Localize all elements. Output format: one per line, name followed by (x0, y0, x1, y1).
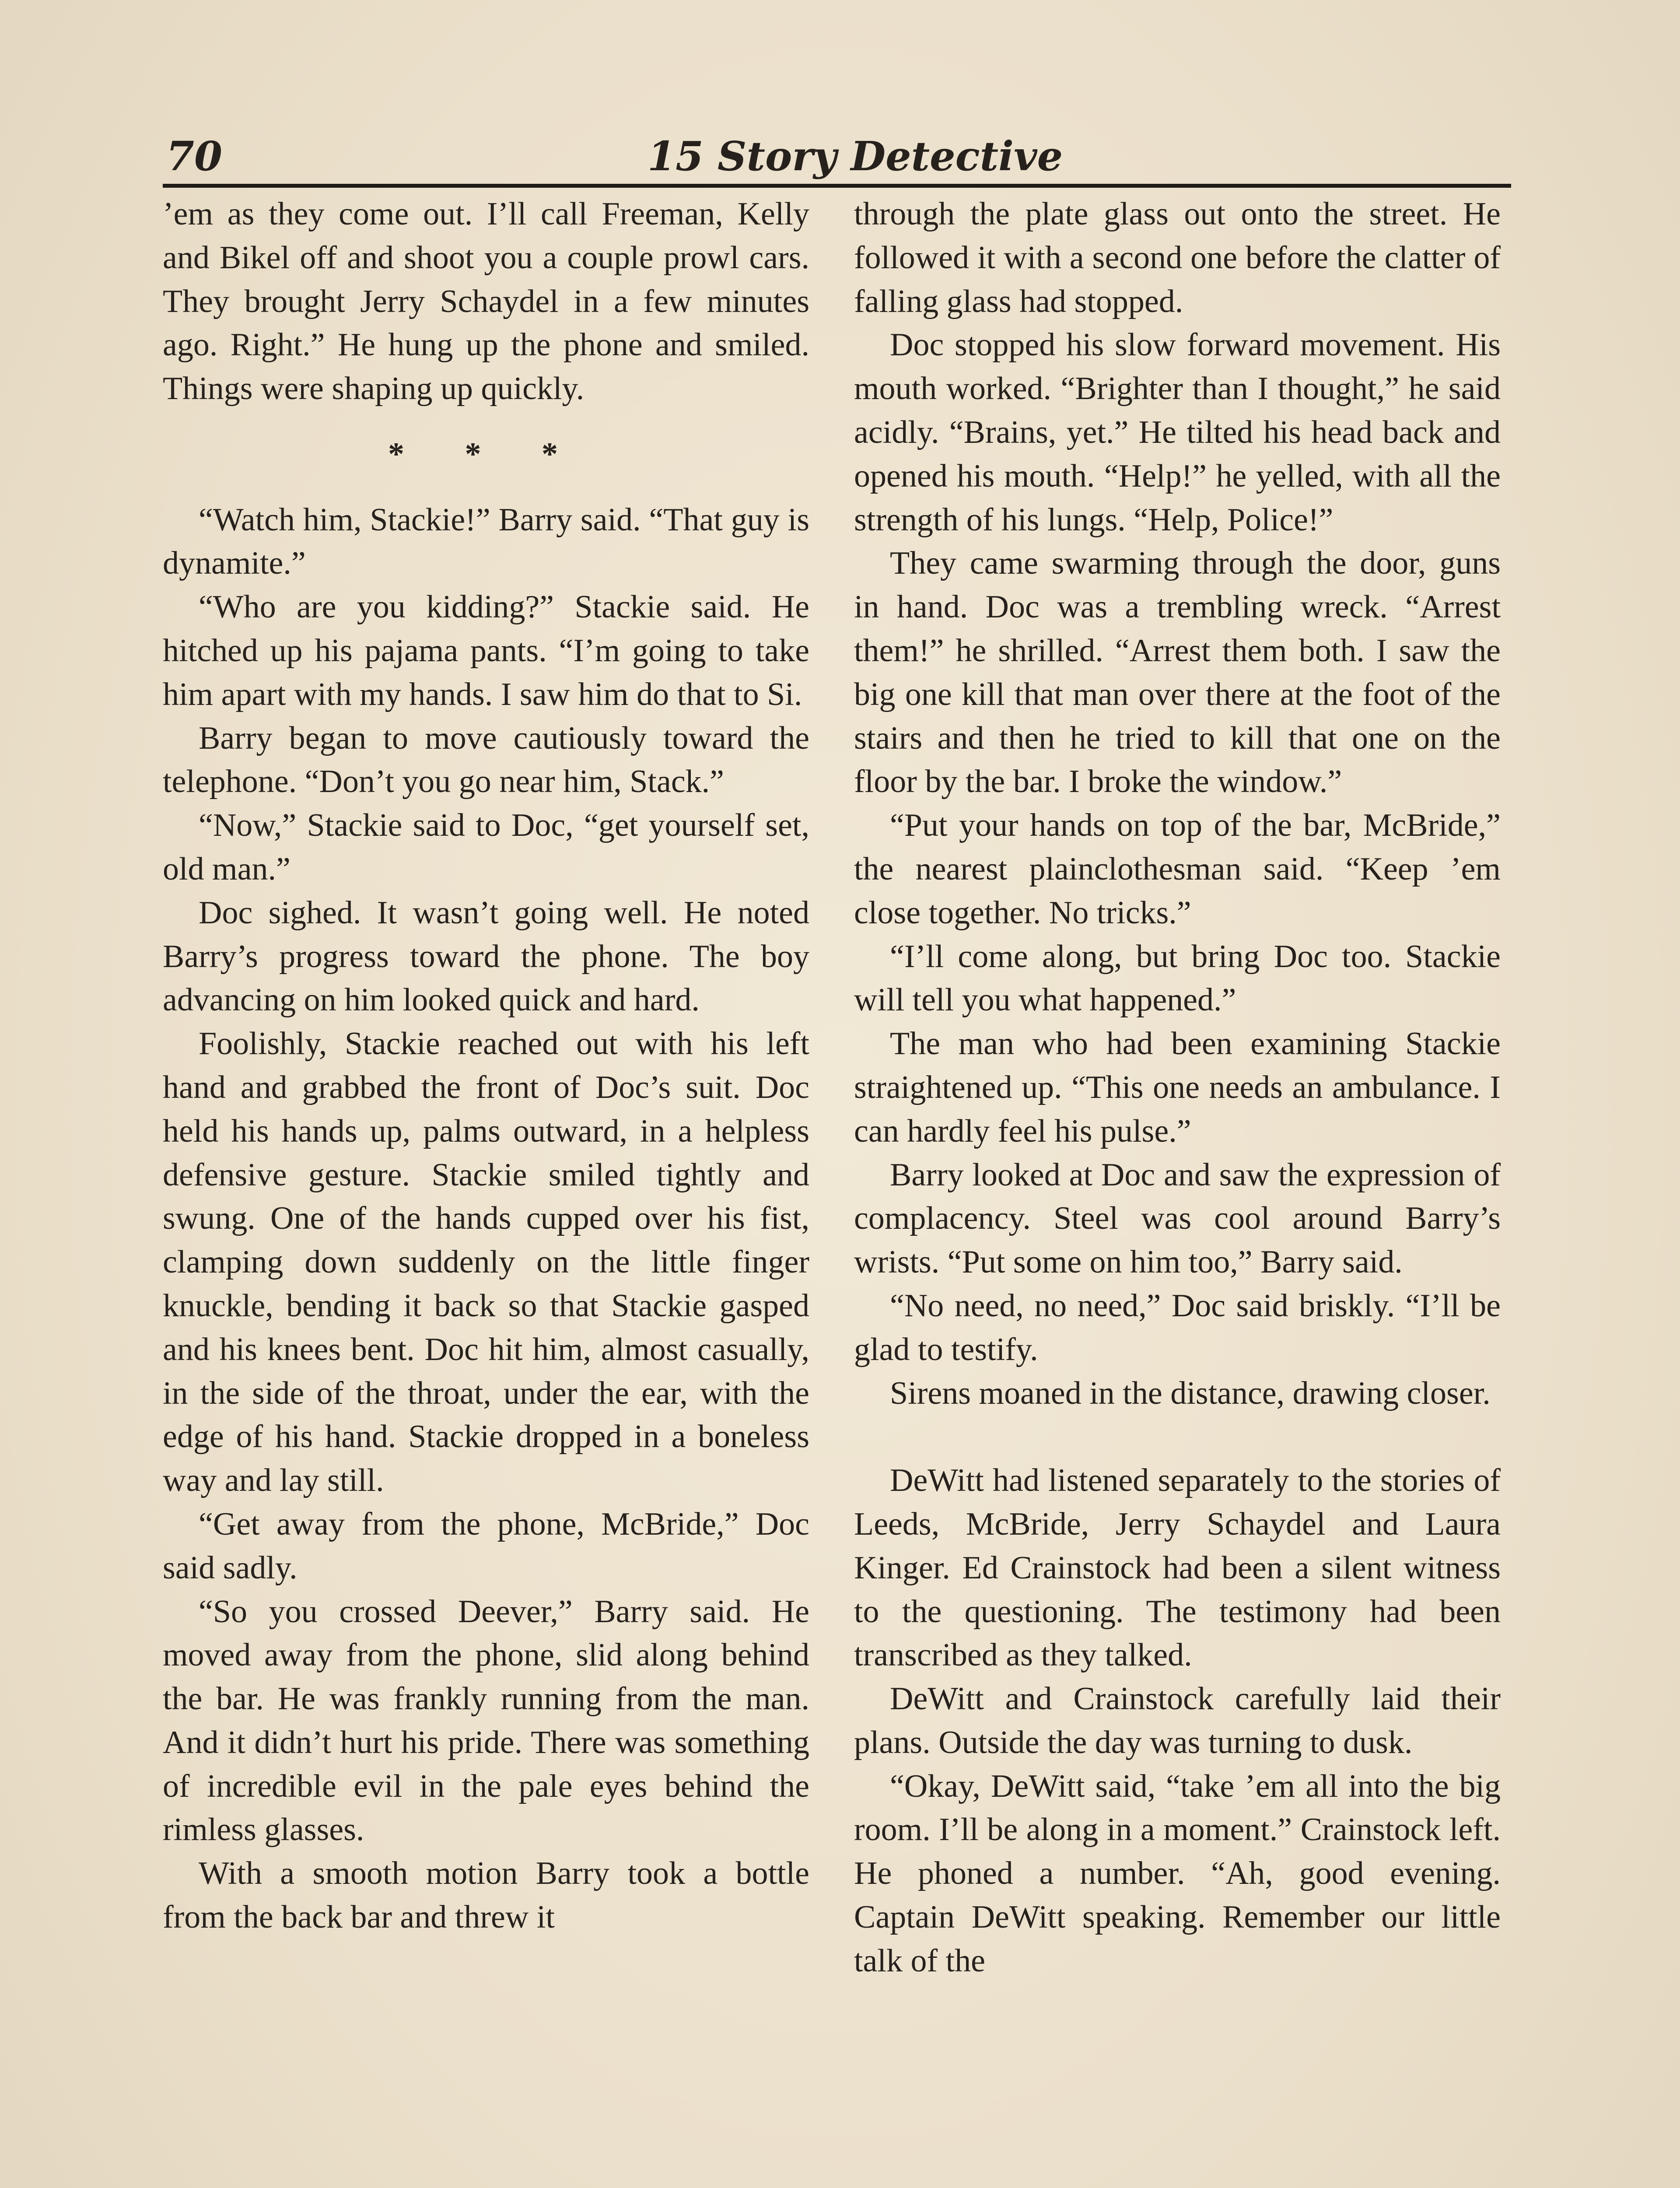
left-column (163, 193, 809, 1939)
paragraph: The man who had been examining Stackie straightened up. “This one needs an ambulance. I can hardly feel his pulse.” (854, 1026, 1501, 1149)
paragraph: through the plate glass out onto the street. He followed it with a second one before the clatter of falling glass had stopped. (854, 196, 1501, 319)
running-title: 15 Story Detective (648, 133, 1063, 180)
paragraph: Doc sighed. It wasn’t going well. He noted Barry’s progress toward the phone. The boy advancing on him looked quick and hard. (163, 894, 809, 1018)
paragraph: “Now,” Stackie said to Doc, “get yourself set, old man.” (163, 807, 809, 887)
paragraph: Foolishly, Stackie reached out with his left hand and grabbed the front of Doc’s suit. Doc held his hands up, palms outward, in a helpless defensive gesture. Stackie smiled tightly and swung. One of the hands cupped over his fist, clamping down suddenly on the little finger knuckle, bending it back so that Stackie gasped and his knees bent. Doc hit him, almost casually, in the side of the throat, under the ear, with the edge of his hand. Stackie dropped in a boneless way and lay still. (163, 1026, 809, 1499)
paragraph: “Watch him, Stackie!” Barry said. “That guy is dynamite.” (163, 501, 809, 582)
paragraph: “So you crossed Deever,” Barry said. He moved away from the phone, slid along behind the bar. He was frankly running from the man. And it didn’t hurt his pride. There was something of incredible evil in the pale eyes behind the rimless glasses. (163, 1593, 809, 1848)
paragraph: DeWitt had listened separately to the stories of Leeds, McBride, Jerry Schaydel and Laura Kinger. Ed Crainstock had been a silent witness to the questioning. The testimony had been transcribed as they talked. (854, 1462, 1501, 1673)
paragraph: Sirens moaned in the distance, drawing closer. (890, 1375, 1491, 1411)
paragraph: With a smooth motion Barry took a bottle from the back bar and threw it (163, 1855, 809, 1936)
paragraph: Barry looked at Doc and saw the expression of complacency. Steel was cool around Barry’s wrists. “Put some on him too,” Barry said. (854, 1157, 1501, 1280)
paragraph: Barry began to move cautiously toward the telephone. “Don’t you go near him, Stack.” (163, 720, 809, 800)
paragraph: Doc stopped his slow forward movement. His mouth worked. “Brighter than I thought,” he said acidly. “Brains, yet.” He tilted his head back and opened his mouth. “Help!” he yelled, with all the strength of his lungs. “Help, Police!” (854, 327, 1501, 538)
paragraph: “Get away from the phone, McBride,” Doc said sadly. (163, 1506, 809, 1586)
page-header (163, 123, 1511, 188)
paragraph: DeWitt and Crainstock carefully laid their plans. Outside the day was turning to dusk. (854, 1681, 1501, 1760)
paragraph: “Put your hands on top of the bar, McBride,” the nearest plainclothesman said. “Keep ’em close together. No tricks.” (854, 807, 1501, 931)
paragraph: “Who are you kidding?” Stackie said. He hitched up his pajama pants. “I’m going to take him apart with my hands. I saw him do that to Si. (163, 589, 809, 712)
paragraph: “No need, no need,” Doc said briskly. “I’ll be glad to testify. (854, 1287, 1501, 1368)
paragraph: “Okay, DeWitt said, “take ’em all into the big room. I’ll be along in a moment.” Crainstock left. He phoned a number. “Ah, good evening. Captain DeWitt speaking. Remember our little talk of the (854, 1768, 1501, 1979)
paragraph: “I’ll come along, but bring Doc too. Stackie will tell you what happened.” (854, 938, 1501, 1018)
page-number: 70 (166, 133, 223, 180)
section-gap (854, 1415, 1501, 1459)
right-column (854, 193, 1501, 1983)
paragraph: They came swarming through the door, guns in hand. Doc was a trembling wreck. “Arrest them!” he shrilled. “Arrest them both. I saw the big one kill that man over there at the foot of the stairs and then he tried to kill that one on the floor by the bar. I broke the window.” (854, 545, 1501, 800)
scene-break: * * * (388, 436, 584, 472)
paragraph: ’em as they come out. I’ll call Freeman, Kelly and Bikel off and shoot you a couple prowl cars. They brought Jerry Schaydel in a few minutes ago. Right.” He hung up the phone and smiled. Things were shaping up quickly. (163, 196, 809, 407)
